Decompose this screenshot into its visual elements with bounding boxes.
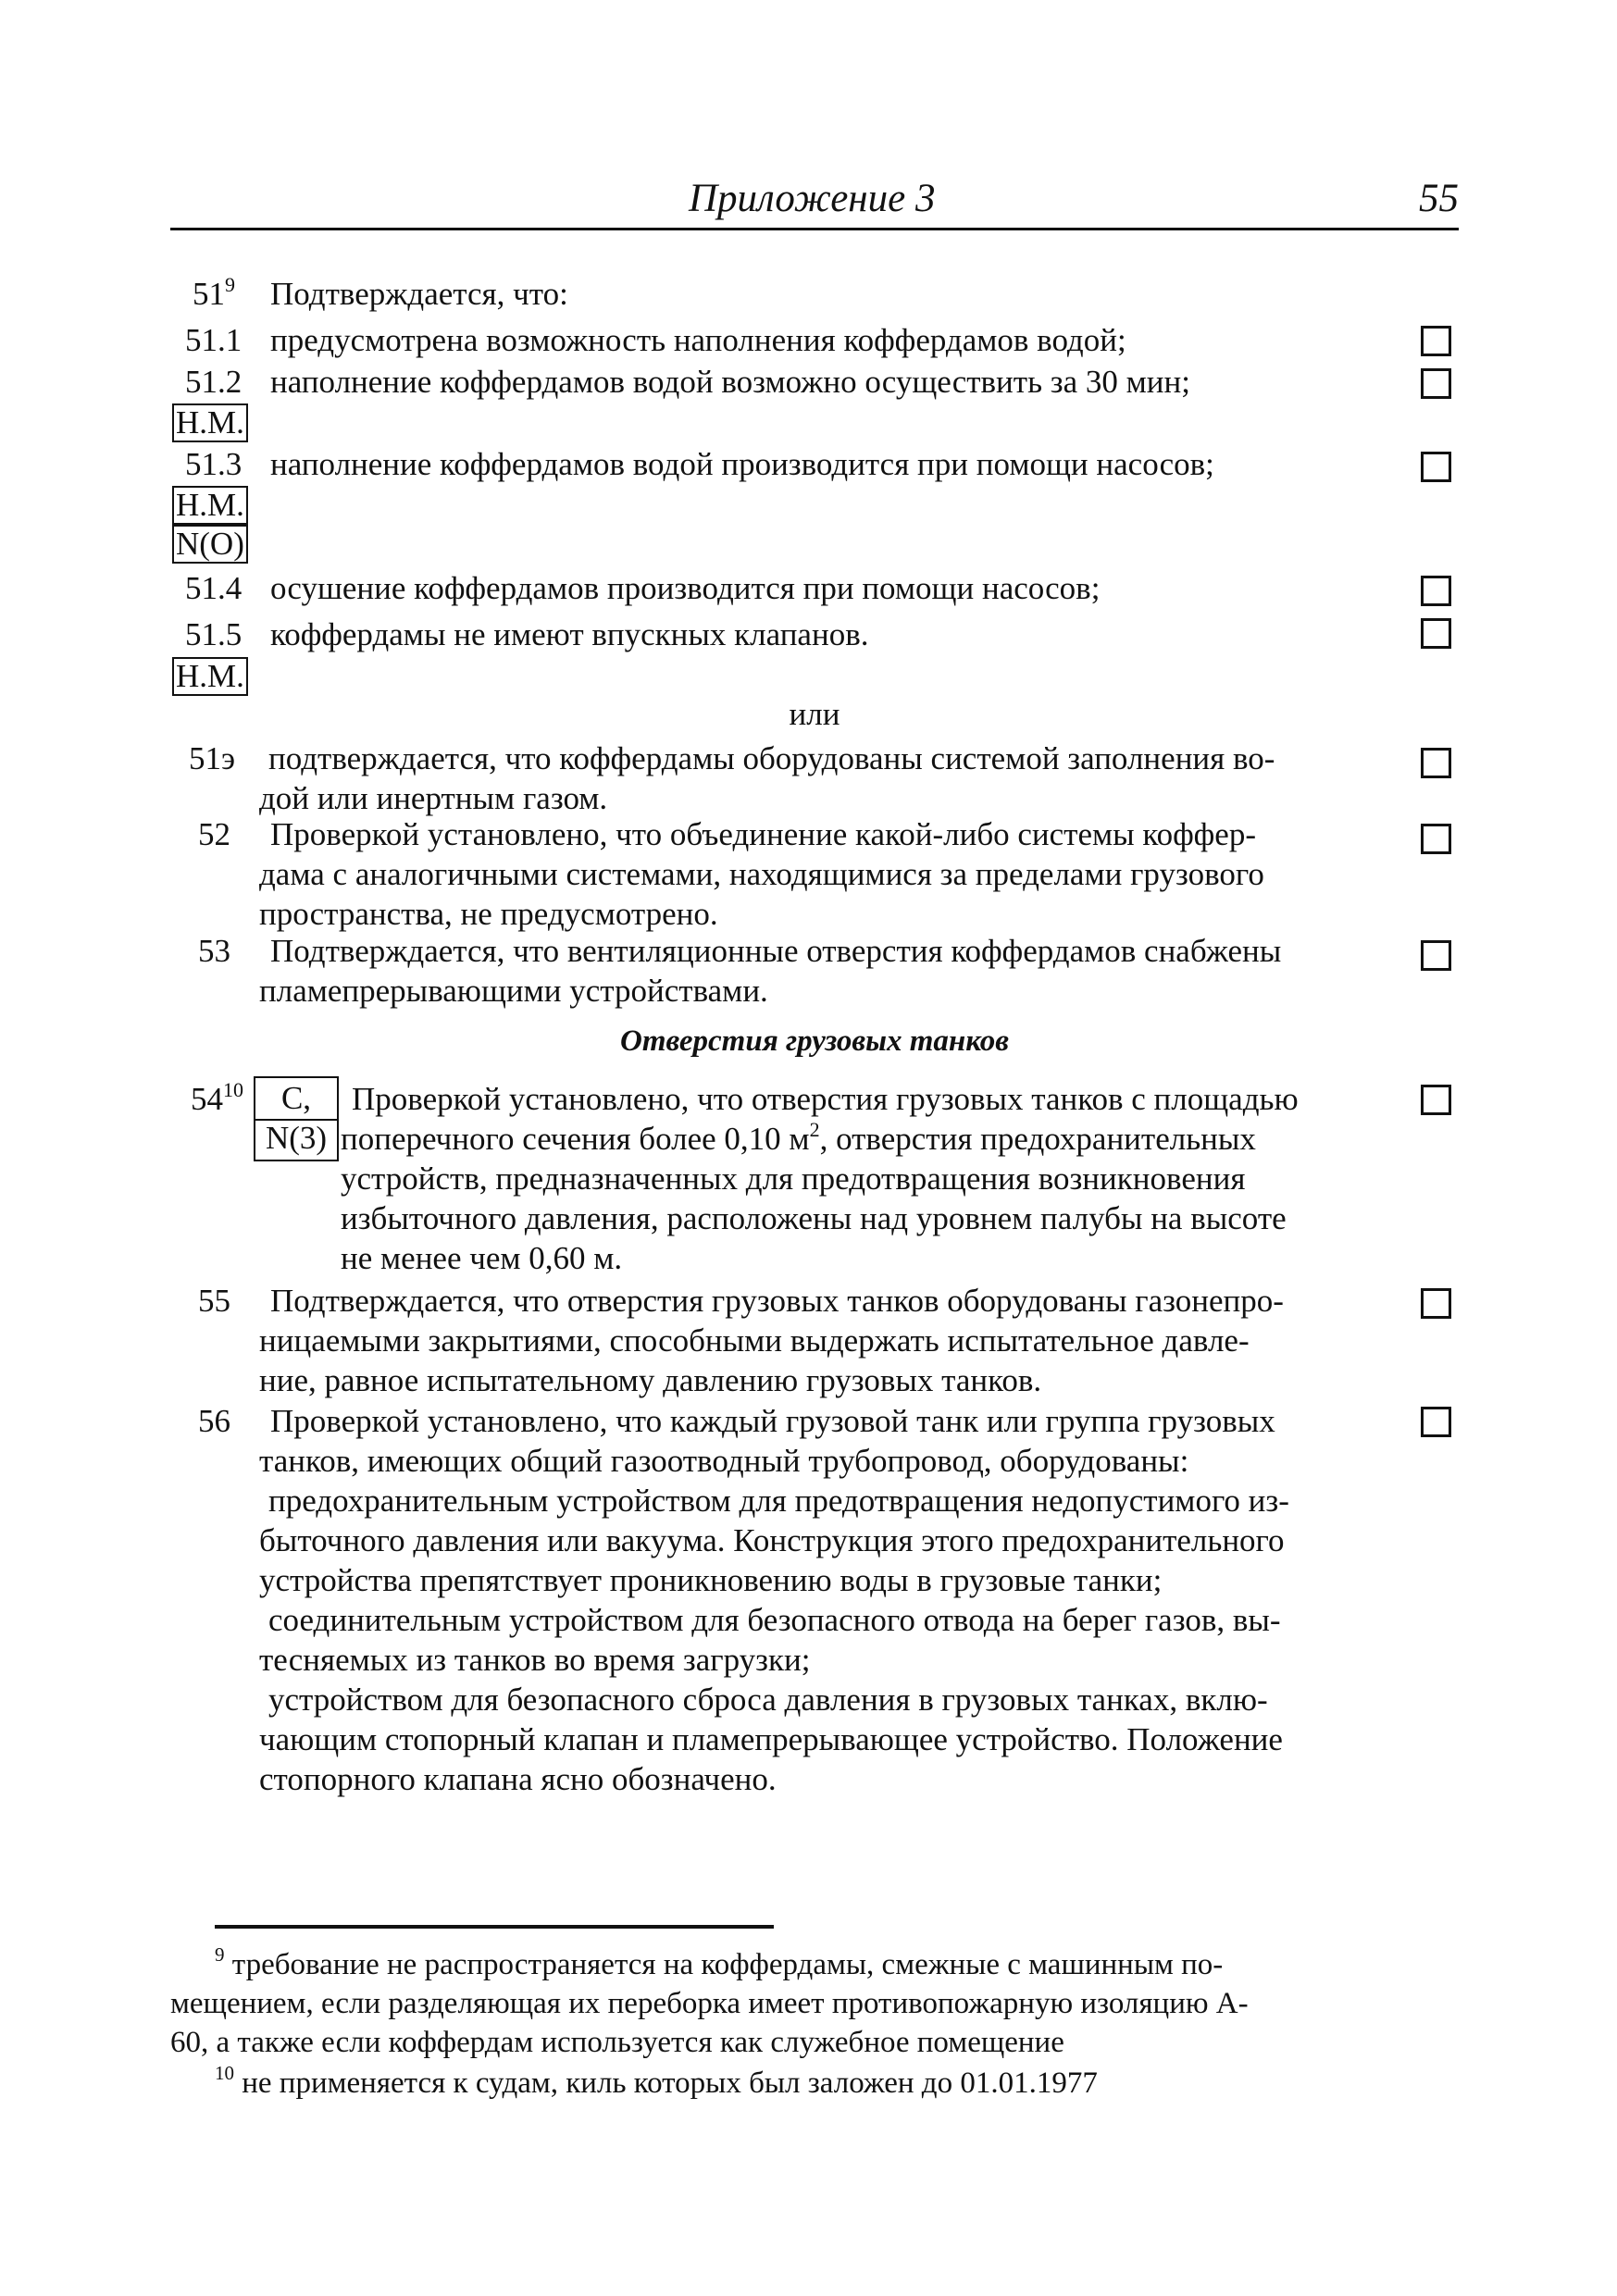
item-55-line-1: Подтверждается, что отверстия грузовых танков оборудованы газонепро-: [270, 1283, 1284, 1319]
item-51-1-text: предусмотрена возможность наполнения коффердамов водой;: [270, 322, 1126, 358]
item-56-line-1: Проверкой установлено, что каждый грузовой танк или группа грузовых: [270, 1403, 1275, 1439]
mark-divider: [255, 1119, 337, 1121]
item-51e-number: 51э: [189, 740, 236, 776]
footnote-10: $^{10}$ не применяется к судам, киль которых был заложен до 01.01.1977: [215, 2062, 1098, 2100]
item-54-checkbox[interactable]: [1421, 1085, 1451, 1115]
item-54-line-5: не менее чем 0,60 м.: [341, 1240, 623, 1276]
item-51-2-checkbox[interactable]: [1421, 368, 1451, 399]
item-51-4-text: осушение коффердамов производится при помощи насосов;: [270, 570, 1101, 606]
item-51-3-number: 51.3: [185, 446, 243, 482]
item-51-text: Подтверждается, что:: [270, 276, 568, 312]
item-56-line-3: предохранительным устройством для предотвращения недопустимого из-: [268, 1483, 1289, 1519]
nm-mark: Н.М.: [172, 403, 248, 442]
footnote-9-line-2: мещением, если разделяющая их переборка имеет противопожарную изоляцию А-: [170, 1987, 1249, 2020]
c-mark: С,: [280, 1080, 312, 1116]
header-title: Приложение 3: [689, 177, 936, 220]
item-51-5-text: коффердамы не имеют впускных клапанов.: [270, 616, 869, 652]
item-52-checkbox[interactable]: [1421, 824, 1451, 854]
item-51e-line-1: подтверждается, что коффердамы оборудованы системой заполнения во-: [268, 740, 1275, 776]
item-55-line-3: ние, равное испытательному давлению грузовых танков.: [259, 1362, 1042, 1398]
category-mark-box: [254, 1076, 339, 1161]
item-56-line-6: соединительным устройством для безопасного отвода на берег газов, вы-: [268, 1602, 1281, 1638]
item-51-3-checkbox[interactable]: [1421, 452, 1451, 482]
item-52-line-2: дама с аналогичными системами, находящимися за пределами грузового: [259, 856, 1264, 892]
item-56-line-9: чающим стопорный клапан и пламепрерывающее устройство. Положение: [259, 1721, 1283, 1757]
item-51e-line-2: дой или инертным газом.: [259, 780, 608, 816]
item-51e-checkbox[interactable]: [1421, 748, 1451, 778]
item-56-line-2: танков, имеющих общий газоотводный трубопровод, оборудованы:: [259, 1443, 1189, 1479]
item-56-line-8: устройством для безопасного сброса давления в грузовых танках, вклю-: [268, 1682, 1268, 1718]
item-51-5-number: 51.5: [185, 616, 243, 652]
footnote-separator: [215, 1925, 774, 1929]
item-51-2-text: наполнение коффердамов водой возможно осуществить за 30 мин;: [270, 364, 1190, 400]
or-separator: или: [789, 696, 840, 732]
item-51-2-number: 51.2: [185, 364, 243, 400]
item-53-checkbox[interactable]: [1421, 940, 1451, 971]
item-51-4-checkbox[interactable]: [1421, 576, 1451, 606]
item-56-checkbox[interactable]: [1421, 1407, 1451, 1437]
item-54-line-3: устройств, предназначенных для предотвращения возникновения: [341, 1160, 1246, 1197]
item-52-line-1: Проверкой установлено, что объединение какой-либо системы коффер-: [270, 816, 1256, 852]
item-56-number: 56: [198, 1403, 230, 1439]
footnote-9-line-1: $^9$ требование не распространяется на коффердамы, смежные с машинным по-: [215, 1943, 1224, 1981]
item-53-number: 53: [198, 933, 230, 969]
page-number: 55: [1419, 177, 1459, 220]
section-heading: Отверстия грузовых танков: [620, 1024, 1009, 1058]
nm-mark: Н.М.: [172, 486, 248, 525]
item-54-line-1: Проверкой установлено, что отверстия грузовых танков с площадью: [352, 1081, 1299, 1117]
item-52-number: 52: [198, 816, 230, 852]
item-55-line-2: ницаемыми закрытиями, способными выдержать испытательное давле-: [259, 1322, 1250, 1359]
item-51-5-checkbox[interactable]: [1421, 618, 1451, 649]
item-55-number: 55: [198, 1283, 230, 1319]
item-51-1-number: 51.1: [185, 322, 243, 358]
item-53-line-1: Подтверждается, что вентиляционные отверстия коффердамов снабжены: [270, 933, 1282, 969]
item-51-3-text: наполнение коффердамов водой производится при помощи насосов;: [270, 446, 1214, 482]
nm-mark: Н.М.: [172, 657, 248, 696]
page-header: [170, 172, 1459, 230]
item-54-number: $54^{10}$: [191, 1078, 243, 1117]
n3-mark: N(3): [265, 1120, 328, 1156]
item-54-line-4: избыточного давления, расположены над уровнем палубы на высоте: [341, 1200, 1287, 1236]
item-56-line-10: стопорного клапана ясно обозначено.: [259, 1761, 777, 1797]
item-51-number: $51^9$: [193, 273, 235, 312]
item-51-4-number: 51.4: [185, 570, 243, 606]
footnote-9-line-3: 60, а также если коффердам используется как служебное помещение: [170, 2026, 1064, 2059]
item-56-line-5: устройства препятствует проникновению воды в грузовые танки;: [259, 1562, 1163, 1598]
item-53-line-2: пламепрерывающими устройствами.: [259, 973, 768, 1009]
item-54-line-2: поперечного сечения более 0,10 $м^2$, отверстия предохранительных: [341, 1118, 1256, 1157]
item-52-line-3: пространства, не предусмотрено.: [259, 896, 718, 932]
item-55-checkbox[interactable]: [1421, 1288, 1451, 1319]
item-51-1-checkbox[interactable]: [1421, 326, 1451, 356]
item-56-line-4: быточного давления или вакуума. Конструкция этого предохранительного: [259, 1522, 1285, 1558]
item-56-line-7: тесняемых из танков во время загрузки;: [259, 1642, 811, 1678]
no-mark: N(O): [172, 525, 248, 564]
